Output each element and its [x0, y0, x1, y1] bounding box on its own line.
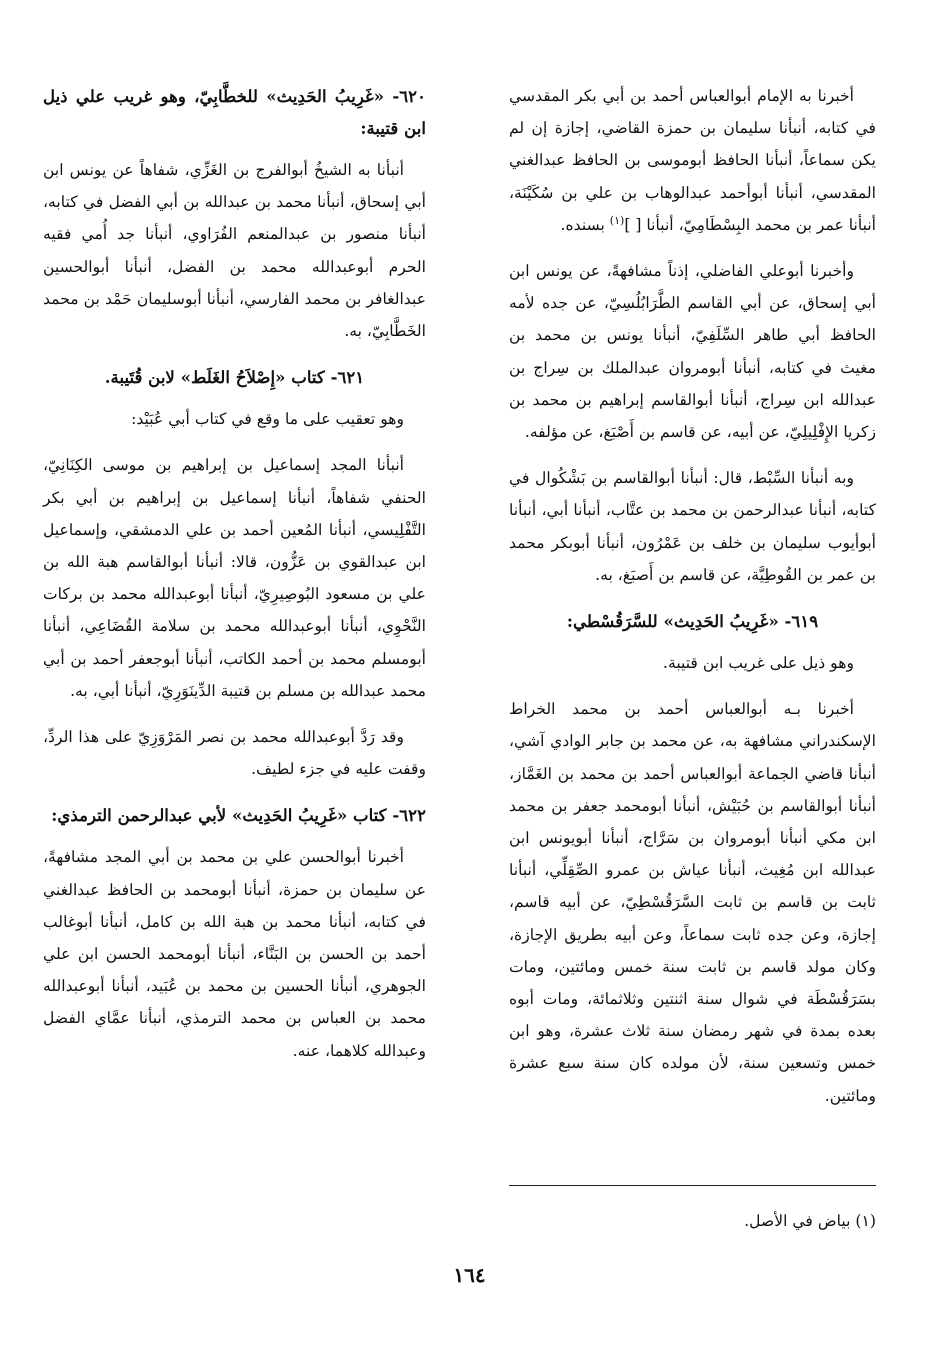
footnote-divider: [509, 1185, 876, 1186]
paragraph: أنبأنا المجد إسماعيل بن إبراهيم بن موسى الكِنَانِيّ، الحنفي شفاهاً، أنبأنا إسماعيل بن إبراهيم بن أبي بكر التَّفْلِيسي، أنبأنا المُعين أحمد بن علي الدمشقي، وإسماعيل ابن عبدالقوي بن عَزُّون، قالا: أنبأنا أبوالقاسم هبة الله بن علي بن مسعود البُوصِيرِيّ، أنبأنا أبوعبدالله محمد بن بركات النَّحْوِي، أنبأنا أبوعبدالله محمد بن سلامة القُضَاعِي، أنبأنا أبومسلم محمد بن أحمد الكاتب، أنبأنا أبوجعفر أحمد بن أبي محمد عبدالله بن مسلم بن قتيبة الدِّينَوَرِيّ، أنبأنا أبي، به.: [43, 456, 426, 700]
entry-heading-622: ٦٢٢- كتاب «غَرِيبُ الحَدِيث» لأبي عبدالرحمن الترمذي:: [51, 805, 426, 826]
paragraph: وقد رَدَّ أبوعبدالله محمد بن نصر المَرْوَزِيّ على هذا الردِّ، وقفت عليه في جزء لطيف.: [43, 728, 426, 779]
paragraph: وأخبرنا أبوعلي الفاضلي، إذناً مشافهةً، عن يونس ابن أبي إسحاق، عن أبي القاسم الطَّرَابُلُسِيّ، عن جده لأمه الحافظ أبي طاهر السِّلَفِيّ، أنبأنا يونس بن محمد بن مغيث في كتابه، أنبأنا أبومروان عبدالملك بن سِراج بن عبدالله ابن سِراج، أنبأنا أبوالقاسم إبراهيم بن محمد بن زكريا الإِفْلِيلِيّ، عن أبيه، عن قاسم بن أَصْبَغ، عن مؤلفه.: [509, 262, 876, 442]
footnote: (١) بياض في الأصل.: [744, 1212, 876, 1230]
paragraph: أخبرنا أبوالحسن علي بن محمد بن أبي المجد مشافهةً، عن سليمان بن حمزة، أنبأنا أبومحمد بن الحافظ عبدالغني في كتابه، أنبأنا محمد بن هبة الله بن كامل، أنبأنا أبوغالب أحمد بن الحسن بن البَنَّاء، أنبأنا أبومحمد الحسن ابن علي الجوهري، أنبأنا الحسين بن محمد بن عُبَيد، أنبأنا أبوعبدالله محمد بن العباس بن محمد الترمذي، أنبأنا عمَّاي الفضل وعبدالله كلاهما، عنه.: [43, 848, 426, 1060]
left-column: [43, 80, 426, 1081]
paragraph: وهو ذيل على غريب ابن قتيبة.: [663, 654, 854, 673]
footnote-marker[interactable]: (١): [609, 213, 625, 227]
paragraph: وبه أنبأنا السِّبْط، قال: أنبأنا أبوالقاسم بن بَشْكُوال في كتابه، أنبأنا عبدالرحمن بن محمد بن عتَّاب، أنبأنا أبي، أنبأنا أبوأيوب سليمان بن خلف بن عَمْرُون، أنبأنا أبوبكر محمد بن عمر بن القُوطِيَّة، عن قاسم بن أَصبَغ، به.: [509, 469, 876, 584]
entry-heading-620: ٦٢٠- «غَرِيبُ الحَدِيث» للخطَّابِيّ، وهو غريب علي ذيل ابن قتيبة:: [43, 86, 426, 138]
paragraph: أنبأنا به الشيخُ أبوالفرج بن الغَزِّي، شفاهاً عن يونس ابن أبي إسحاق، أنبأنا محمد بن عبدالله بن أبي الفضل في كتابه، أنبأنا منصور بن عبدالمنعم الفُرَاوي، أنبأنا جد أُمي فقيه الحرم أبوعبدالله محمد بن الفضل، أنبأنا أبوالحسين عبدالغافر بن محمد الفارسي، أنبأنا أبوسليمان حَمْد بن محمد الخَطَّابِيّ، به.: [43, 161, 426, 341]
paragraph: وهو تعقيب على ما وقع في كتاب أبي عُبَيْد:: [131, 410, 404, 429]
paragraph: أخبرنا بـه أبوالعباس أحمد بن محمد الخراط الإسكندراني مشافهة به، عن محمد بن جابر الوادي آشي، أنبأنا قاضي الجماعة أبوالعباس أحمد بن محمد بن الغَمَّاز، أنبأنا أبوالقاسم بن حُبَيْش، أنبأنا أبومحمد جعفر بن محمد ابن مكي أنبأنا أبومروان بن سَرَّاج، أنبأنا أبويونس ابن عبدالله ابن مُغِيث، أنبأنا عياش بن عمرو الصِّقِلِّي، أنبأنا ثابت بن قاسم بن ثابت السَّرَقُسْطِيّ، عن أبيه قاسم، إجازة، وعن جده ثابت سماعاً، وعن أبيه بطريق الإجازة، وكان مولد قاسم بن ثابت سنة خمس ومائتين، ومات بسَرَقُسْطَة في شوال سنة اثنتين وثلاثمائة، ومات أبوه بعده بمدة في شهر رمضان سنة ثلاث عشرة، وهو ابن خمس وتسعين سنة، لأن مولده كان سنة سبع عشرة ومائتين.: [509, 700, 876, 1105]
paragraph: أخبرنا به الإمام أبوالعباس أحمد بن أبي بكر المقدسي في كتابه، أنبأنا سليمان بن حمزة القاضي، إجازة إن لم يكن سماعاً، أنبأنا الحافظ أبوموسى بن الحافظ عبدالغني المقدسي، أنبأنا أبوأحمد عبدالوهاب بن علي بن سُكَيْنَة، أنبأنا عمر بن محمد البِسْطَامِيّ، أنبأنا [ ]$^{(١)}$ بسنده.: [509, 87, 876, 234]
entry-heading-621: ٦٢١- كتاب «إِصْلاَحُ الغَلَط» لابن قُتَيبة.: [104, 367, 365, 388]
entry-heading-619: ٦١٩- «غَرِيبُ الحَدِيث» للسَّرَقُسْطي:: [566, 611, 819, 632]
right-column: [509, 80, 876, 1126]
page-number: ١٦٤: [453, 1263, 486, 1287]
